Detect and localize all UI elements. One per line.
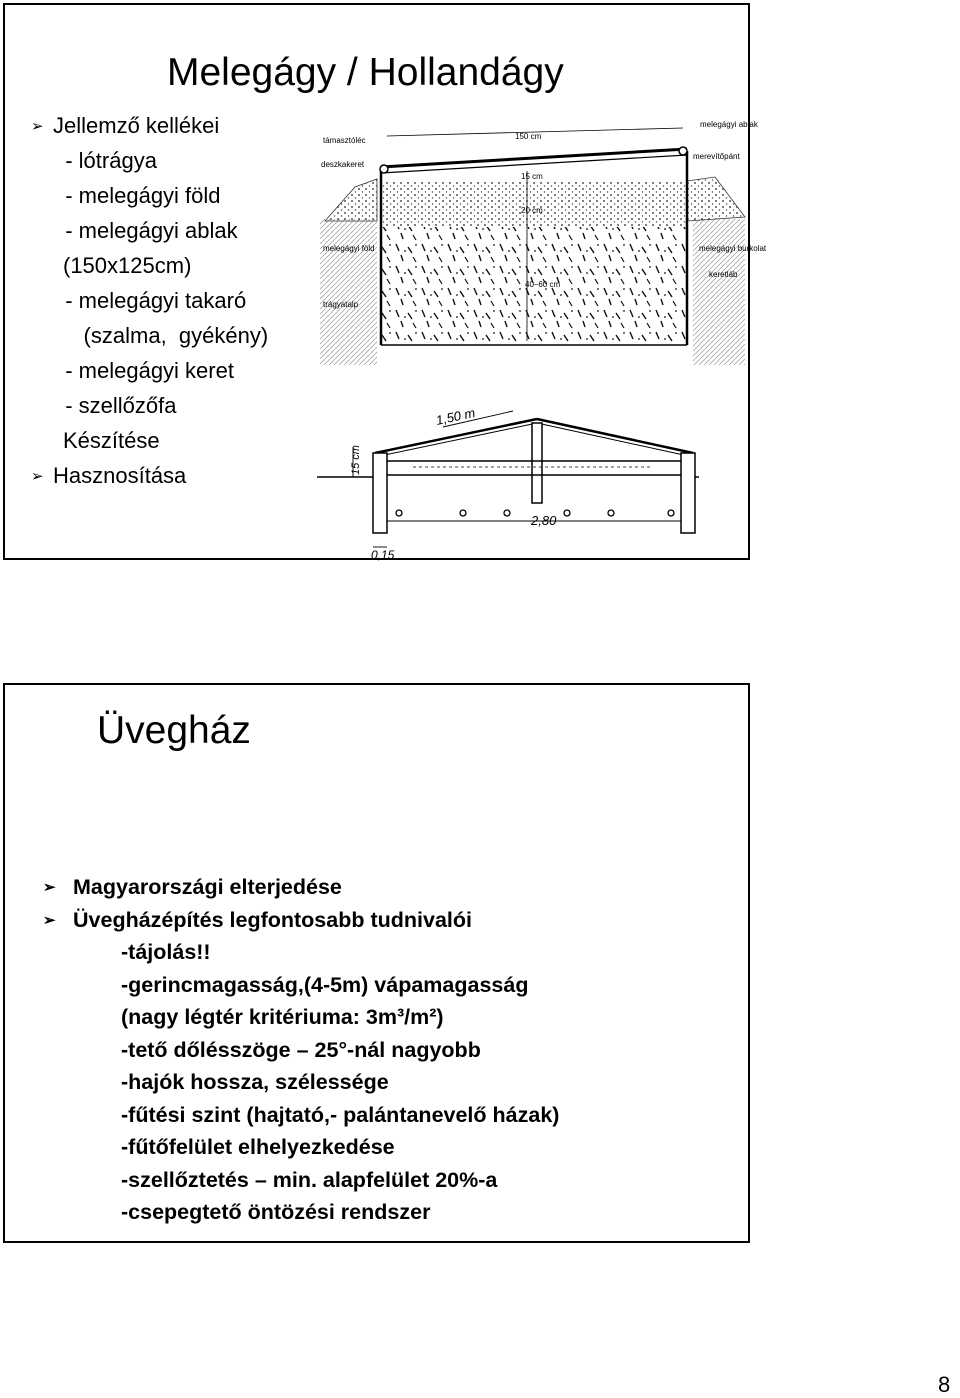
list-item-text: - melegágyi keret [53,358,234,383]
label-melegagyi-fold: melegágyi föld [323,244,375,253]
list-item [31,248,321,283]
list-item [43,969,559,1002]
label-melegagyi-ablak: melegágyi ablak [700,120,758,129]
list-item [43,1131,559,1164]
list-item-text: -szellőztetés – min. alapfelület 20%-a [121,1167,498,1192]
list-item-text: -gerincmagasság,(4-5m) vápamagasság [121,972,529,997]
slide-title: Üvegház [97,709,251,752]
list-item [43,1066,559,1099]
roof-right-inner [537,423,693,457]
list-item-text: Jellemző kellékei [53,113,220,138]
soil-mound-right [687,177,745,221]
slide-title: Melegágy / Hollandágy [167,51,564,94]
list-item-text: - lótrágya [53,148,157,173]
list-item-text: -tető dőlésszöge – 25°-nál nagyobb [121,1037,481,1062]
hinge-left [380,165,388,173]
list-item-text: - melegágyi ablak [53,218,238,243]
roof-left-inner [375,423,537,457]
list-item [43,1164,559,1197]
hotbed-cross-section-diagram [315,109,767,367]
list-item-text: -fűtési szint (hajtató,- palántanevelő házak) [121,1102,560,1127]
ridge-post [532,423,542,503]
list-item-text: -tájolás!! [121,940,211,964]
list-item-text: (150x125cm) [63,253,192,278]
hinge-right [679,147,687,155]
list-item-text: - melegágyi takaró [53,288,247,313]
list-item [31,143,321,178]
wall-right [681,453,695,533]
list-item [43,871,559,904]
label-keretlab: keretláb [709,270,738,279]
list-item [43,1099,559,1132]
list-item-text: Üvegházépítés legfontosabb tudnivalói [73,907,472,932]
list-item [31,213,321,248]
label-deszkakeret: deszkakeret [321,160,365,169]
soil-mound-left [325,179,377,221]
page-number: 8 [938,1372,951,1397]
ground-left [320,219,377,365]
label-015: 0,15 [371,548,395,562]
list-item-text: Készítése [63,428,160,453]
list-item [31,108,321,143]
list-item [43,904,559,937]
list-item-text: (szalma, gyékény) [53,323,269,348]
list-item-text: -csepegtető öntözési rendszer [121,1200,431,1224]
arrowhead-bullet-icon: ➢ [31,118,44,135]
bullet-list [43,871,559,1229]
list-item [43,1001,559,1034]
slide-melegagy [3,3,767,562]
label-280: 2,80 [531,513,557,528]
roof-right [537,419,693,453]
label-tamasztolec: támasztóléc [323,136,366,145]
label-15cm-bottom: 15 cm [350,445,362,475]
list-item-text: - szellőzőfa [53,393,177,418]
list-item [31,458,321,493]
label-melegagyi-burkolat: melegágyi burkolat [699,244,767,253]
label-tragyatalp: trágyatalp [323,300,359,309]
list-item [31,388,321,423]
list-item [31,353,321,388]
ground-right [693,219,745,365]
list-item [31,318,321,353]
list-item [31,178,321,213]
arrowhead-bullet-icon: ➢ [31,468,44,485]
list-item-text: -hajók hossza, szélessége [121,1070,389,1094]
label-150m: 1,50 m [434,404,477,428]
list-item [31,283,321,318]
list-item [43,1196,559,1229]
arrowhead-bullet-icon: ➢ [43,879,56,896]
list-item [43,1034,559,1067]
label-40-60cm: 40–60 cm [525,280,561,289]
list-item-text: Hasznosítása [53,463,187,488]
list-item-text: - melegágyi föld [53,183,221,208]
list-item [31,423,321,458]
arrowhead-bullet-icon: ➢ [43,911,56,929]
list-item-text: (nagy légtér kritériuma: 3m³/m²) [121,1005,444,1029]
list-item-text: Magyarországi elterjedése [73,875,342,899]
soil-layer [381,181,687,227]
label-150cm: 150 cm [515,132,542,141]
dutch-bed-diagram [313,397,703,561]
slide-uveghaz [3,683,750,1243]
label-merevitopant: merevítőpánt [693,152,740,161]
list-item [43,936,559,969]
label-20cm: 20 cm [521,206,543,215]
label-15cm: 15 cm [521,172,543,181]
bullet-list [31,108,321,493]
list-item-text: -fűtőfelület elhelyezkedése [121,1135,395,1159]
wall-left [373,453,387,533]
